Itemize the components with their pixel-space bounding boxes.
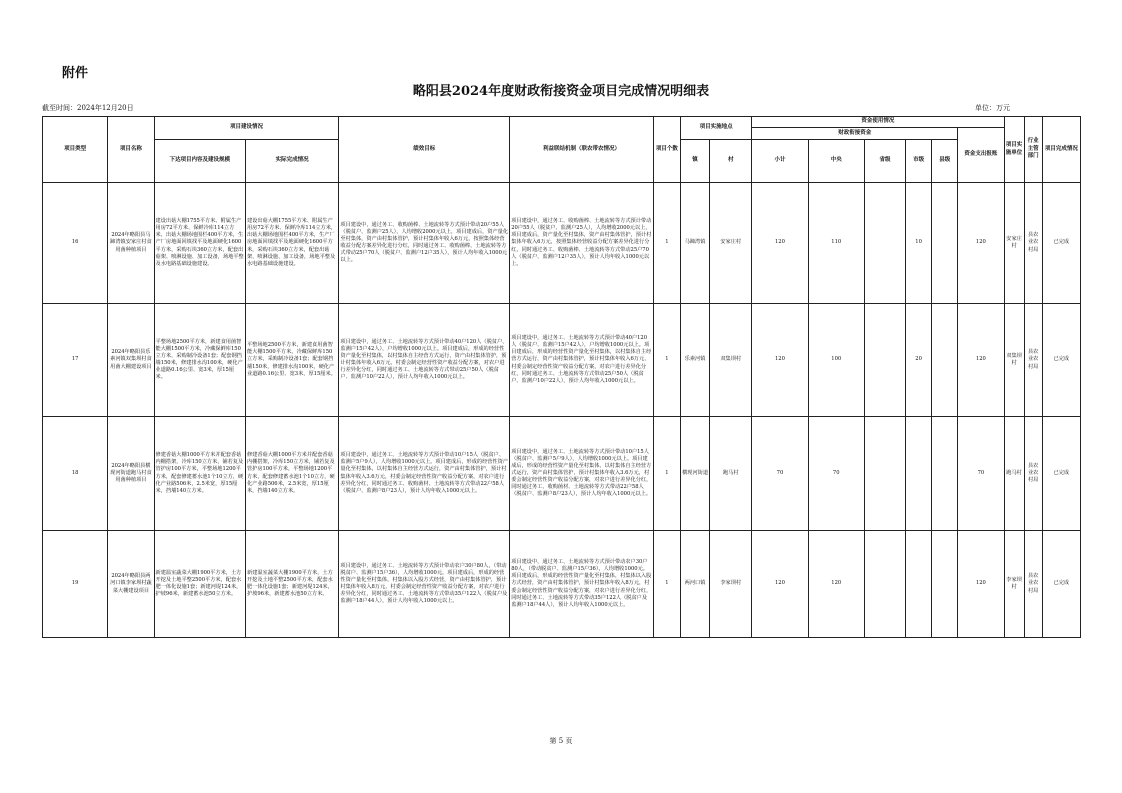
project-table — [42, 116, 1081, 638]
cell-count: 1 — [653, 417, 680, 531]
header-type: 项目类型 — [43, 117, 108, 183]
page-number: 第 5 页 — [549, 737, 573, 745]
header-dept: 行业主管部门 — [1024, 117, 1042, 183]
cell-plan: 建设出菇大棚1755平方米、附属生产用房72平方米、保鲜冷库114立方米，出菇大棚场地围栏400平方米，生产厂房地面回填找平及地面硬化1600平方米，采购石块360立方米，配套出菇架、喷淋设施、加工设备，场地平整及水电路基础设施建设。 — [154, 183, 245, 304]
attachment-label: 附件 — [62, 66, 89, 81]
header-performance: 绩效目标 — [339, 117, 510, 183]
cell-benefit: 项目建设中，通过务工、土地流转等方式预计带动10户15人（脱贫户、监测户5户9人），人均增收1000元以上。项目建成后，形成的经营性资产量化至村集体，以村集体自主经营方式运行，资产由村集体管护，预计村集体年收入3.6万元，村委会制定经营性资产收益分配方案，对农户进行差异化分红，同时通过务工、收购菌材、土地流转等方式带动22户58人（脱贫户、监测户8户23人），预计人均年收入1000元以上。 — [510, 417, 654, 531]
cell-dept: 县农业农村局 — [1024, 304, 1042, 417]
cell-paid: 120 — [958, 304, 1004, 417]
cell-plan: 修建香菇大棚1000平方米并配套香菇内棚搭架，冷库150立方米，铺若复及管护房100平方米，平整场地1200平方米，配套修建蓄水池1个10立方，硬化产业路506米，2.5米宽，厚15厘米，挡墙140立方米。 — [154, 417, 245, 531]
cell-province — [864, 304, 905, 417]
header-construction: 项目建设情况 — [154, 117, 339, 140]
cell-impl-unit: 安家庄村 — [1004, 183, 1024, 304]
cell-benefit: 项目建设中，通过务工、收购菌棒、土地流转等方式预计带动20户55人（脱贫户、监测户25人），人均增收2000元以上，项目建成后，资产量化至村集体，资产由村集体管护，预计村集体年收入6万元，按照集体经营收益分配方案差异化进行分红，同时通过务工、收购菌棒、土地流转等方式带动25户70人（脱贫户、监测户12户35人），预计人均年收入1000元以上。 — [510, 183, 654, 304]
cell-paid: 120 — [958, 531, 1004, 638]
cell-count: 1 — [653, 304, 680, 417]
cell-paid: 70 — [958, 417, 1004, 531]
table-row — [43, 417, 1081, 531]
cell-actual: 平整场地2500平方米，新建食用菌智能大棚1500平方米，冷藏保鲜库150立方米，采购制冷设备1套；配套钢挡墙150米，修建排水沟100米，硬化产业道路0.16公里、宽3米，厚15厘米。 — [245, 304, 338, 417]
cell-name: 2024年略阳县马蹄湾镇安家庄村食用菌种植项目 — [108, 183, 154, 304]
cell-no: 16 — [43, 183, 108, 304]
cell-village: 安家庄村 — [710, 183, 752, 304]
cell-impl-unit: 双集坝村 — [1004, 304, 1024, 417]
cell-benefit: 项目建设中，通过务工、土地流转等方式预计带动40户120人（脱贫户、监测户15户42人），户均增收1000元以上。项目建成后，形成的经营性资产量化至村集体，以村集体自主经营方式运行，资产由村集体管护，预计村集体年收入6万元，村委会制定经营性资产收益分配方案，对农户进行差异化分红，同时通过务工、土地流转等方式带动25户50人（脱贫户、监测户10户22人），预计人均年收入1000元以上。 — [510, 304, 654, 417]
header-subtotal: 小计 — [752, 140, 808, 183]
deadline-text: 截至时间：2024年12月20日 — [42, 104, 134, 112]
cell-dept: 县农业农村局 — [1024, 531, 1042, 638]
cell-performance: 项目建设中，通过务工、收购菌棒、土地流转等方式预计带动20户55人（脱贫户、监测户25人），人均增收2000元以上，项目建成后，资产量化至村集体，资产由村集体管护，预计村集体年收入6万元，按照集体经营收益分配方案差异化进行分红，同时通过务工、收购菌棒、土地流转等方式带动25户70人（脱贫户、监测户12户35人），预计人均年收入1000元以上。 — [339, 183, 510, 304]
cell-county — [932, 531, 958, 638]
cell-impl-unit: 跑马村 — [1004, 417, 1024, 531]
cell-province — [864, 183, 905, 304]
cell-subtotal: 120 — [752, 183, 808, 304]
header-county: 县级 — [932, 140, 958, 183]
header-fiscal: 财政衔接资金 — [752, 128, 958, 140]
page-title: 略阳县2024年度财政衔接资金项目完成情况明细表 — [412, 84, 710, 99]
header-name: 项目名称 — [108, 117, 154, 183]
cell-actual: 新建温室蔬菜大棚1900平方米，土方开挖及土地平整2500平方米，配套水肥一体化设施1套；新建河堤124米，护坡96米，新建蓄水池50立方米。 — [245, 531, 338, 638]
cell-town: 两河口镇 — [681, 531, 710, 638]
cell-subtotal: 120 — [752, 304, 808, 417]
cell-status: 已完成 — [1042, 304, 1080, 417]
header-status: 项目完成情况 — [1042, 117, 1080, 183]
header-town: 镇 — [681, 140, 710, 183]
cell-village: 跑马村 — [710, 417, 752, 531]
cell-name: 2024年略阳县乐素河镇双集坝村食用菌大棚建设项目 — [108, 304, 154, 417]
header-count: 项目个数 — [653, 117, 680, 183]
header-funds: 资金使用情况 — [752, 117, 1004, 128]
cell-subtotal: 120 — [752, 531, 808, 638]
header-paid: 资金支出报账 — [958, 128, 1004, 183]
cell-name: 2024年略阳县横现河街道跑马村食用菌种植项目 — [108, 417, 154, 531]
cell-county — [932, 417, 958, 531]
cell-name: 2024年略阳县两河口镇李家坝村蔬菜大棚建设项目 — [108, 531, 154, 638]
cell-central: 100 — [808, 304, 864, 417]
cell-plan: 新建温室蔬菜大棚1900平方米，土方开挖及土地平整2500平方米，配套水肥一体化设施1套；新建河堤124米，护坡96米，新建蓄水池50立方米。 — [154, 531, 245, 638]
cell-dept: 县农业农村局 — [1024, 183, 1042, 304]
header-location: 项目实施地点 — [681, 117, 752, 140]
cell-performance: 项目建设中，通过务工、土地流转等方式预计带动10户15人（脱贫户、监测户5户9人），人均增收1000元以上。项目建成后，形成的经营性资产量化至村集体，以村集体自主经营方式运行，资产由村集体管护，预计村集体年收入3.6万元，村委会制定经营性资产收益分配方案，对农户进行差异化分红，同时通过务工、收购菌材、土地流转等方式带动22户58人（脱贫户、监测户8户23人），预计人均年收入1000元以上。 — [339, 417, 510, 531]
cell-no: 18 — [43, 417, 108, 531]
cell-count: 1 — [653, 531, 680, 638]
cell-town: 乐素河镇 — [681, 304, 710, 417]
cell-actual: 修建香菇大棚1000平方米并配套香菇内棚搭架，冷库150立方米，铺若复及管护房100平方米，平整场地1200平方米，配套修建蓄水池1个10立方，硬化产业路506米，2.5米宽，厚15厘米，挡墙140立方米。 — [245, 417, 338, 531]
cell-county — [932, 183, 958, 304]
cell-performance: 项目建设中，通过务工、土地流转等方式预计带动40户120人（脱贫户、监测户15户42人），户均增收1000元以上。项目建成后，形成的经营性资产量化至村集体，以村集体自主经营方式运行，资产由村集体管护，预计村集体年收入6万元，村委会制定经营性资产收益分配方案，对农户进行差异化分红，同时通过务工、土地流转等方式带动25户50人（脱贫户、监测户10户22人），预计人均年收入1000元以上。 — [339, 304, 510, 417]
header-plan: 下达项目内容及建设规模 — [154, 140, 245, 183]
cell-village: 李家坝村 — [710, 531, 752, 638]
header-actual: 实际完成情况 — [245, 140, 338, 183]
header-village: 村 — [710, 140, 752, 183]
cell-status: 已完成 — [1042, 183, 1080, 304]
header-benefit: 利益联结机制（联农带农情况） — [510, 117, 654, 183]
cell-central: 70 — [808, 417, 864, 531]
header-impl-unit: 项目实施单位 — [1004, 117, 1024, 183]
unit-text: 单位：万元 — [975, 104, 1010, 112]
cell-central: 110 — [808, 183, 864, 304]
header-province: 省级 — [864, 140, 905, 183]
cell-paid: 120 — [958, 183, 1004, 304]
cell-no: 17 — [43, 304, 108, 417]
cell-central: 120 — [808, 531, 864, 638]
cell-status: 已完成 — [1042, 531, 1080, 638]
cell-performance: 项目建设中，通过务工、土地流转等方式预计带动农户30户80人，（带动脱贫户、监测户15户36），人均增收1000元。项目建成后，形成的经营性资产量化至村集体，村集体以入股方式经营，资产由村集体管护，预计村集体年收入8万元，村委会制定经营性资产收益分配方案，对农户进行差异化分红，同时通过务工、土地流转等方式带动35户122人（脱贫户及监测户18户44人），预计人均年收入1000元以上。 — [339, 531, 510, 638]
cell-city: 10 — [906, 183, 932, 304]
cell-city — [906, 417, 932, 531]
cell-province — [864, 531, 905, 638]
table-row — [43, 304, 1081, 417]
cell-dept: 县农业农村局 — [1024, 417, 1042, 531]
table-row — [43, 183, 1081, 304]
cell-town: 横现河街道 — [681, 417, 710, 531]
cell-plan: 平整场地2500平方米，新建食用菌智能大棚1500平方米，冷藏保鲜库150立方米，采购制冷设备1套；配套钢挡墙150米，修建排水沟100米，硬化产业道路0.16公里、宽3米，厚15厘米。 — [154, 304, 245, 417]
cell-actual: 建设出菇大棚1755平方米、附属生产用房72平方米、保鲜冷库114立方米，出菇大棚场地围栏400平方米，生产厂房地面回填找平及地面硬化1600平方米，采购石块360立方米，配套出菇架、喷淋设施、加工设备，场地平整及水电路基础设施建设。 — [245, 183, 338, 304]
cell-status: 已完成 — [1042, 417, 1080, 531]
cell-no: 19 — [43, 531, 108, 638]
cell-province — [864, 417, 905, 531]
table-row — [43, 531, 1081, 638]
header-central: 中央 — [808, 140, 864, 183]
header-city: 市级 — [906, 140, 932, 183]
cell-city — [906, 531, 932, 638]
cell-town: 马蹄湾镇 — [681, 183, 710, 304]
cell-impl-unit: 李家坝村 — [1004, 531, 1024, 638]
cell-city: 20 — [906, 304, 932, 417]
cell-village: 双集坝村 — [710, 304, 752, 417]
cell-county — [932, 304, 958, 417]
cell-count: 1 — [653, 183, 680, 304]
cell-benefit: 项目建设中，通过务工、土地流转等方式预计带动农户30户80人，（带动脱贫户、监测户15户36），人均增收1000元。项目建成后，形成的经营性资产量化至村集体，村集体以入股方式经营，资产由村集体管护，预计村集体年收入8万元，村委会制定经营性资产收益分配方案，对农户进行差异化分红，同时通过务工、土地流转等方式带动35户122人（脱贫户及监测户18户44人），预计人均年收入1000元以上。 — [510, 531, 654, 638]
cell-subtotal: 70 — [752, 417, 808, 531]
